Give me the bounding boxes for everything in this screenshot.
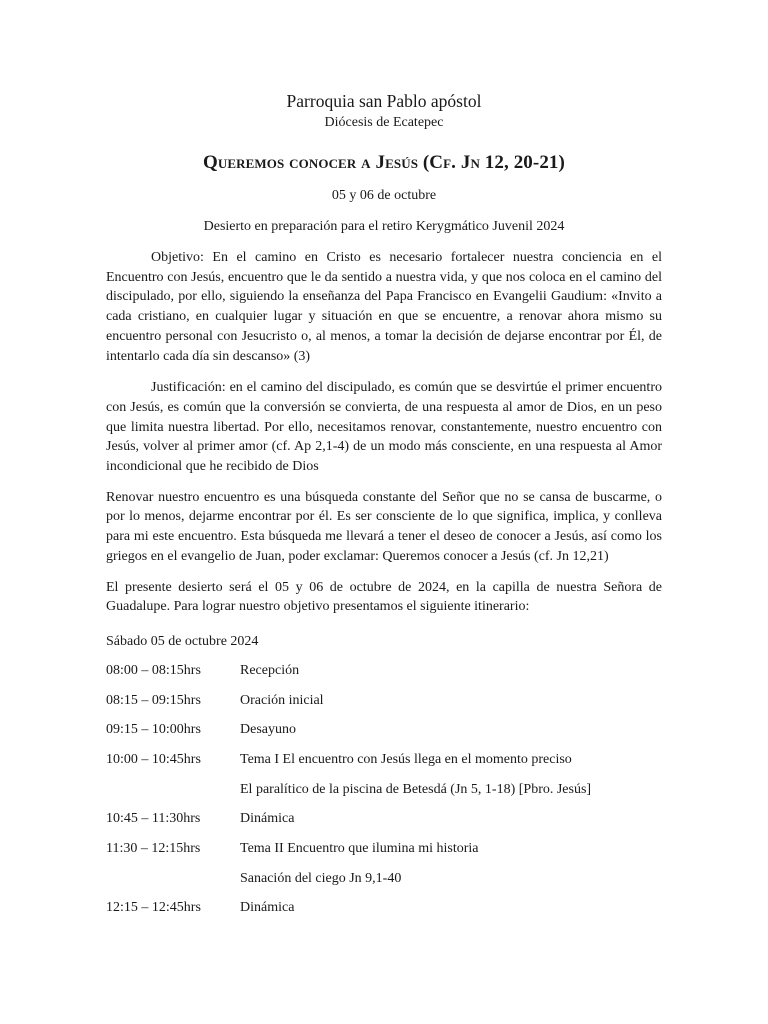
schedule-time: 08:15 – 09:15hrs — [106, 692, 201, 708]
schedule-time: 08:00 – 08:15hrs — [106, 662, 201, 678]
schedule-time: 12:15 – 12:45hrs — [106, 900, 201, 916]
schedule-activity: Desayuno — [240, 722, 296, 738]
schedule-row — [106, 692, 662, 722]
schedule-time: 10:45 – 11:30hrs — [106, 811, 201, 827]
schedule-row — [106, 840, 662, 870]
schedule-row — [106, 781, 662, 811]
schedule-row — [106, 751, 662, 781]
retreat-info-paragraph: El presente desierto será el 05 y 06 de octubre de 2024, en la capilla de nuestra Señora de Guadalupe. Para lograr nuestro objetivo presentamos el siguiente itinerario: — [106, 579, 662, 615]
schedule-row — [106, 810, 662, 840]
schedule-time: 09:15 – 10:00hrs — [106, 722, 201, 738]
objective-paragraph: Objetivo: En el camino en Cristo es necesario fortalecer nuestra conciencia en el Encuentro con Jesús, encuentro que le da sentido a nuestra vida, y que nos coloca en el camino del discipulado, por ello, siguiendo la enseñanza del Papa Francisco en Evangelii Gaudium: «Invito a cada cristiano, en cualquier lugar y situación en que se encuentre, a renovar ahora mismo su encuentro personal con Jesucristo o, al menos, a tomar la decisión de dejarse encontrar por Él, de intentarlo cada día sin descanso» (3) — [106, 250, 662, 364]
event-dates: 05 y 06 de octubre — [331, 188, 437, 203]
schedule-day-label: Sábado 05 de octubre 2024 — [106, 633, 259, 649]
schedule-table — [106, 662, 662, 929]
schedule-row — [106, 721, 662, 751]
justification-paragraph: Justificación: en el camino del discipulado, es común que se desvirtúe el primer encuentro con Jesús, es común que la conversión se convierta, de una respuesta al amor de Dios, en un peso que limita nuestra libertad. Por ello, necesitamos renovar, constantemente, nuestro encuentro con Jesús, volver al primer amor (cf. Ap 2,1-4) de un modo más consciente, en una respuesta al Amor incondicional que he recibido de Dios — [106, 380, 662, 475]
renewal-paragraph: Renovar nuestro encuentro es una búsqueda constante del Señor que no se cansa de buscarme, o por lo menos, dejarme encontrar por él. Es ser consciente de lo que significa, implica, y conlleva para mi este encuentro. Esta búsqueda me llevará a tener el deseo de conocer a Jesús, así como los griegos en el evangelio de Juan, poder exclamar: Queremos conocer a Jesús (cf. Jn 12,21) — [106, 489, 662, 564]
schedule-time: 10:00 – 10:45hrs — [106, 752, 201, 768]
schedule-activity: Sanación del ciego Jn 9,1-40 — [240, 870, 402, 886]
schedule-row — [106, 899, 662, 929]
document-subtitle: Desierto en preparación para el retiro Kerygmático Juvenil 2024 — [203, 219, 565, 234]
schedule-activity: El paralítico de la piscina de Betesdá (Jn 5, 1-18) [Pbro. Jesús] — [240, 781, 592, 797]
parish-name: Parroquia san Pablo apóstol — [286, 91, 482, 111]
schedule-row — [106, 662, 662, 692]
schedule-activity: Oración inicial — [240, 692, 324, 708]
schedule-time: 11:30 – 12:15hrs — [106, 841, 201, 857]
schedule-activity: Tema II Encuentro que ilumina mi historia — [240, 841, 479, 857]
document-page — [106, 88, 662, 929]
schedule-activity: Dinámica — [240, 900, 295, 916]
diocese-name: Diócesis de Ecatepec — [324, 115, 444, 130]
schedule-activity: Tema I El encuentro con Jesús llega en el momento preciso — [240, 752, 572, 768]
schedule-activity: Recepción — [240, 662, 300, 678]
document-title: Queremos conocer a Jesús (Cf. Jn 12, 20-21) — [203, 152, 565, 173]
schedule-activity: Dinámica — [240, 811, 295, 827]
schedule-row — [106, 870, 662, 900]
